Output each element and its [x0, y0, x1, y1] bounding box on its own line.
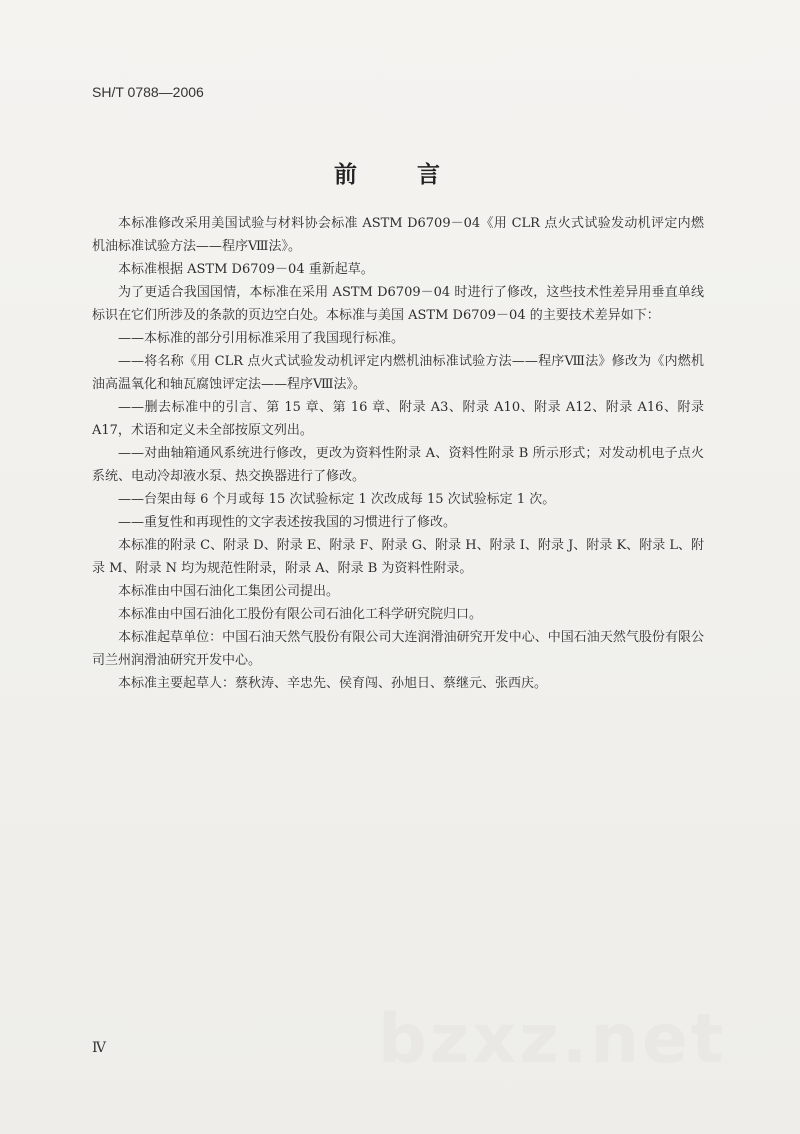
page-title: 前 言: [333, 162, 466, 188]
paragraph-2: 本标准根据 ASTM D6709－04 重新起草。: [118, 262, 374, 277]
paragraph-4: ——本标准的部分引用标准采用了我国现行标准。: [118, 331, 405, 346]
paragraph-8: ——台架由每 6 个月或每 15 次试验标定 1 次改成每 15 次试验标定 1 次。: [118, 492, 556, 507]
paragraph-14: 本标准主要起草人：蔡秋涛、辛忠先、侯育闯、孙旭日、蔡继元、张西庆。: [118, 676, 548, 691]
paragraph-5: ——将名称《用 CLR 点火式试验发动机评定内燃机油标准试验方法——程序Ⅷ法》修改为《内燃机油高温氧化和轴瓦腐蚀评定法——程序Ⅷ法》。: [92, 354, 704, 392]
paragraph-3: 为了更适合我国国情，本标准在采用 ASTM D6709－04 时进行了修改，这些技术性差异用垂直单线标识在它们所涉及的条款的页边空白处。本标准与美国 ASTM D6709－04 的主要技术差异如下：: [92, 285, 704, 323]
paragraph-7: ——对曲轴箱通风系统进行修改，更改为资料性附录 A、资料性附录 B 所示形式；对发动机电子点火系统、电动冷却液水泵、热交换器进行了修改。: [92, 446, 704, 484]
foreword-body: [92, 212, 704, 695]
page-number: Ⅳ: [92, 1040, 106, 1056]
paragraph-10: 本标准的附录 C、附录 D、附录 E、附录 F、附录 G、附录 H、附录 I、附录 J、附录 K、附录 L、附录 M、附录 N 均为规范性附录，附录 A、附录 B 为资料性附录。: [92, 538, 704, 576]
paragraph-12: 本标准由中国石油化工股份有限公司石油化工科学研究院归口。: [118, 607, 483, 622]
paragraph-9: ——重复性和再现性的文字表述按我国的习惯进行了修改。: [118, 515, 457, 530]
paragraph-6: ——删去标准中的引言、第 15 章、第 16 章、附录 A3、附录 A10、附录 A12、附录 A16、附录 A17，术语和定义未全部按原文列出。: [92, 400, 704, 438]
watermark: bzxz.net: [378, 1000, 727, 1079]
standard-code: SH/T 0788—2006: [92, 84, 204, 100]
paragraph-13: 本标准起草单位：中国石油天然气股份有限公司大连润滑油研究开发中心、中国石油天然气股份有限公司兰州润滑油研究开发中心。: [92, 630, 704, 668]
paragraph-1: 本标准修改采用美国试验与材料协会标准 ASTM D6709－04《用 CLR 点火式试验发动机评定内燃机油标准试验方法——程序Ⅷ法》。: [92, 216, 704, 254]
paragraph-11: 本标准由中国石油化工集团公司提出。: [118, 584, 340, 599]
